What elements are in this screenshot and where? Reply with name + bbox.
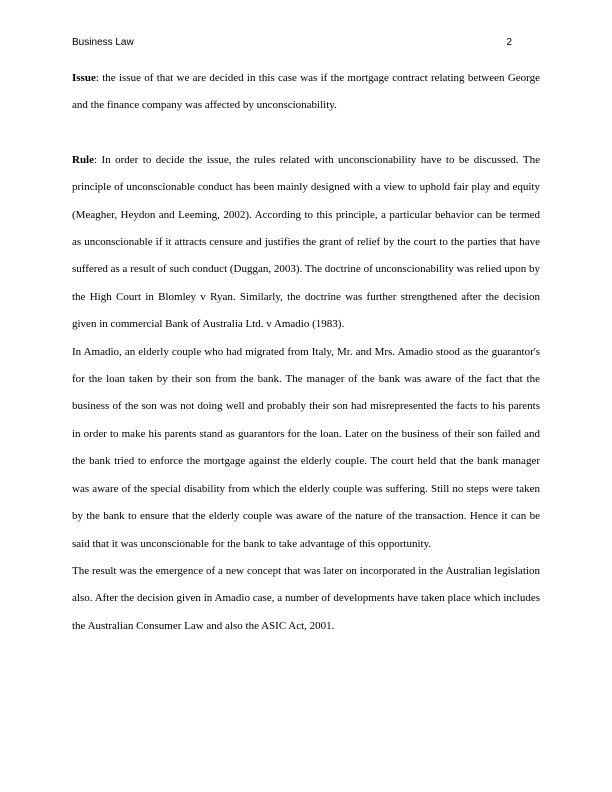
issue-paragraph	[72, 65, 540, 120]
amadio-paragraph: In Amadio, an elderly couple who had migrated from Italy, Mr. and Mrs. Amadio stood as the guarantor's for the loan taken by their son from the bank. The manager of the bank was aware of the fact that the business of the son was not doing well and probably their son had misrepresented the facts to his parents in order to make his parents stand as guarantors for the loan. Later on the business of their son failed and the bank tried to enforce the mortgage against the elderly couple. The court held that the bank manager was aware of the special disability from which the elderly couple was suffering. Still no steps were taken by the bank to ensure that the elderly couple was aware of the nature of the transaction. Hence it can be said that it was unconscionable for the bank to take advantage of this opportunity.	[72, 345, 540, 550]
rule-paragraph	[72, 147, 540, 339]
document-body	[72, 65, 540, 640]
header-title: Business Law	[72, 37, 134, 48]
page-number: 2	[506, 37, 512, 48]
issue-label: Issue	[72, 72, 96, 84]
paragraph-gap	[72, 120, 540, 147]
issue-text: : the issue of that we are decided in this case was if the mortgage contract relating between George and the finance company was affected by unconscionability.	[72, 72, 540, 112]
page-header	[72, 37, 512, 51]
rule-text: : In order to decide the issue, the rules related with unconscionability have to be discussed. The principle of unconscionable conduct has been mainly designed with a view to uphold fair play and equity (Meagher, Heydon and Leeming, 2002). According to this principle, a particular behavior can be termed as unconscionable if it attracts censure and justifies the grant of relief by the court to the parties that have suffered as a result of such conduct (Duggan, 2003). The doctrine of unconscionability was relied upon by the High Court in Blomley v Ryan. Similarly, the doctrine was further strengthened after the decision given in commercial Bank of Australia Ltd. v Amadio (1983).	[72, 153, 540, 331]
result-paragraph: The result was the emergence of a new concept that was later on incorporated in the Australian legislation also. After the decision given in Amadio case, a number of developments have taken place which includes the Australian Consumer Law and also the ASIC Act, 2001.	[72, 564, 540, 632]
rule-label: Rule	[72, 153, 94, 166]
